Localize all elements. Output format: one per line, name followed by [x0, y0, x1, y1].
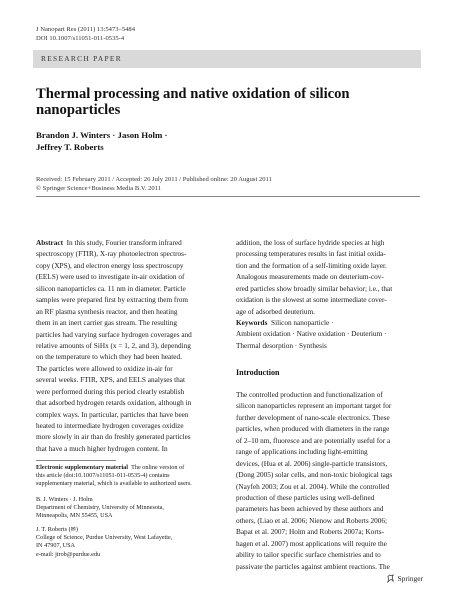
intro-line: range of applications including light-emitting: [236, 448, 368, 457]
article-type-label: RESEARCH PAPER: [41, 54, 122, 63]
abstract-line: that have a much higher hydrogen content. In: [36, 444, 168, 453]
abstract-line: them in an inert carrier gas stream. The resulting: [36, 319, 177, 328]
esm-line: [36, 464, 226, 472]
abstract-line: spectroscopy (FTIR), X-ray photoelectron spectros-: [36, 250, 187, 259]
journal-citation: [36, 26, 135, 43]
affiliation-line: J. T. Roberts (✉): [36, 526, 78, 533]
intro-line: Bapat et al. 2007; Holm and Roberts 2007a; Korts-: [236, 528, 384, 537]
esm-heading: Electronic supplementary material: [36, 464, 128, 471]
intro-line: (Dong 2005) solar cells, and non-toxic biological tags: [236, 471, 393, 480]
intro-line: parameters has been achieved by these authors and: [236, 505, 384, 514]
section-heading: Introduction: [236, 368, 280, 377]
affiliation-line: College of Science, Purdue University, West Lafayette,: [36, 534, 173, 542]
affiliation-block: [36, 496, 226, 521]
springer-horse-icon: [386, 574, 395, 583]
abstract-line: copy (XPS), and electron energy loss spectroscopy: [36, 261, 184, 270]
intro-line: of 2–10 nm, fluoresce and are potentially useful for a: [236, 436, 391, 445]
publication-dates: [36, 176, 426, 194]
email-link[interactable]: e-mail: jtrob@purdue.edu: [36, 550, 101, 558]
keywords-heading: Keywords: [236, 319, 268, 327]
abstract-line: ered particles show broadly similar behavior; i.e., that: [236, 284, 393, 293]
esm-line[interactable]: this article (doi:10.1007/s11051-011-0535-4) contains: [36, 472, 170, 480]
affiliation-line: IN 47907, USA: [36, 542, 76, 550]
article-type-banner: [33, 50, 421, 68]
abstract-line: samples were prepared first by extracting them from: [36, 296, 188, 305]
abstract-line: relative amounts of SiHx (x = 1, 2, and 3), depending: [36, 341, 191, 350]
abstract-line: that adsorbed hydrogen retards oxidation, although in: [36, 399, 192, 408]
abstract-line: particles had varying surface hydrogen coverages and: [36, 330, 192, 339]
right-column: [236, 238, 421, 318]
title-line: Thermal processing and native oxidation of silicon: [36, 86, 350, 102]
intro-line: (Nayfeh 2003; Zou et al. 2004). While the controlled: [236, 482, 390, 491]
abstract-line: addition, the loss of surface hydride species at high: [236, 239, 385, 247]
intro-line: hagen et al. 2007) most applications will require the: [236, 539, 387, 548]
abstract-line: (EELS) were used to investigate in-air oxidation of: [36, 273, 185, 282]
abstract-text: In this study, Fourier transform infrared: [66, 239, 182, 247]
intro-line: others, (Liao et al. 2006; Nienow and Roberts 2006;: [236, 516, 388, 525]
abstract-line: silicon nanoparticles ca. 11 nm in diameter. Particle: [36, 284, 186, 293]
abstract-line: tion and the formation of a self-limiting oxide layer.: [236, 261, 387, 270]
title-line: nanoparticles: [36, 102, 121, 119]
affiliation-line: Department of Chemistry, University of Minnesota,: [36, 504, 164, 512]
supplementary-note: [36, 464, 226, 489]
abstract-line: complex ways. In particular, particles that have been: [36, 410, 189, 419]
footnote-divider: [36, 460, 116, 461]
esm-line: supplementary material, which is available to authorized users.: [36, 480, 192, 488]
intro-line: further development of nano-scale electronics. These: [236, 413, 390, 422]
header-divider: [36, 196, 420, 197]
keywords-line: [236, 318, 421, 329]
affiliation-block: [36, 526, 226, 559]
introduction-text: [236, 390, 421, 573]
copyright-line: © Springer Science+Business Media B.V. 2011: [36, 184, 162, 192]
abstract-line: heated to intermediate hydrogen coverages oxidize: [36, 422, 184, 430]
intro-line: production of these particles using well-defined: [236, 493, 375, 502]
intro-line: ability to tailor specific surface chemistries and to: [236, 551, 381, 560]
publisher-logo: [386, 574, 423, 583]
abstract-line: several weeks. FTIR, XPS, and EELS analyses that: [36, 376, 186, 385]
abstract-line: Analogous measurements made on deuterium-cov-: [236, 273, 384, 282]
abstract-column: [36, 238, 221, 455]
keywords-text: Silicon nanoparticle ·: [271, 319, 334, 327]
abstract-line: age of adsorbed deuterium.: [236, 307, 315, 316]
dates-line: Received: 15 February 2011 / Accepted: 26 July 2011 / Published online: 20 August 2011: [36, 176, 272, 183]
abstract-line: an RF plasma synthesis reactor, and then heating: [36, 307, 178, 316]
journal-citation-line: J Nanopart Res (2011) 13:5473–5484: [36, 26, 136, 33]
publisher-name: Springer: [397, 574, 423, 583]
abstract-line: on the temperature to which they had been heated.: [36, 353, 182, 362]
intro-line: passivate the particles against ambient reactions. The: [236, 562, 390, 571]
affiliation-line: Minneapolis, MN 55455, USA: [36, 512, 113, 520]
abstract-line: processing temperatures results in fast initial oxida-: [236, 250, 386, 259]
keywords-line: Ambient oxidation · Native oxidation · Deuterium ·: [236, 330, 387, 339]
intro-line: particles, when produced with diameters in the range: [236, 425, 390, 434]
affiliation-line: B. J. Winters · J. Holm: [36, 496, 93, 503]
author-list: [36, 130, 426, 153]
keywords-line: Thermal desorption · Synthesis: [236, 341, 327, 350]
esm-text: The online version of: [131, 464, 185, 471]
abstract-line: [36, 238, 221, 249]
author-line: Jeffrey T. Roberts: [36, 141, 104, 152]
abstract-line: were performed during this period clearly establish: [36, 387, 185, 396]
abstract-line: The particles were allowed to oxidize in-air for: [36, 364, 173, 373]
intro-line: silicon nanoparticles represent an important target for: [236, 402, 392, 411]
intro-line: devices, (Hua et al. 2006) single-particle transistors,: [236, 459, 388, 468]
abstract-heading: Abstract: [36, 239, 63, 247]
doi-line: DOI 10.1007/s11051-011-0535-4: [36, 34, 125, 42]
abstract-line: oxidation is the slowest at some intermediate cover-: [236, 296, 387, 305]
abstract-line: more slowly in air than do freshly generated particles: [36, 433, 191, 442]
author-line: Brandon J. Winters · Jason Holm ·: [36, 130, 168, 140]
keywords-block: [236, 318, 421, 352]
paper-title: [36, 86, 426, 118]
intro-line: The controlled production and functionalization of: [236, 391, 383, 399]
